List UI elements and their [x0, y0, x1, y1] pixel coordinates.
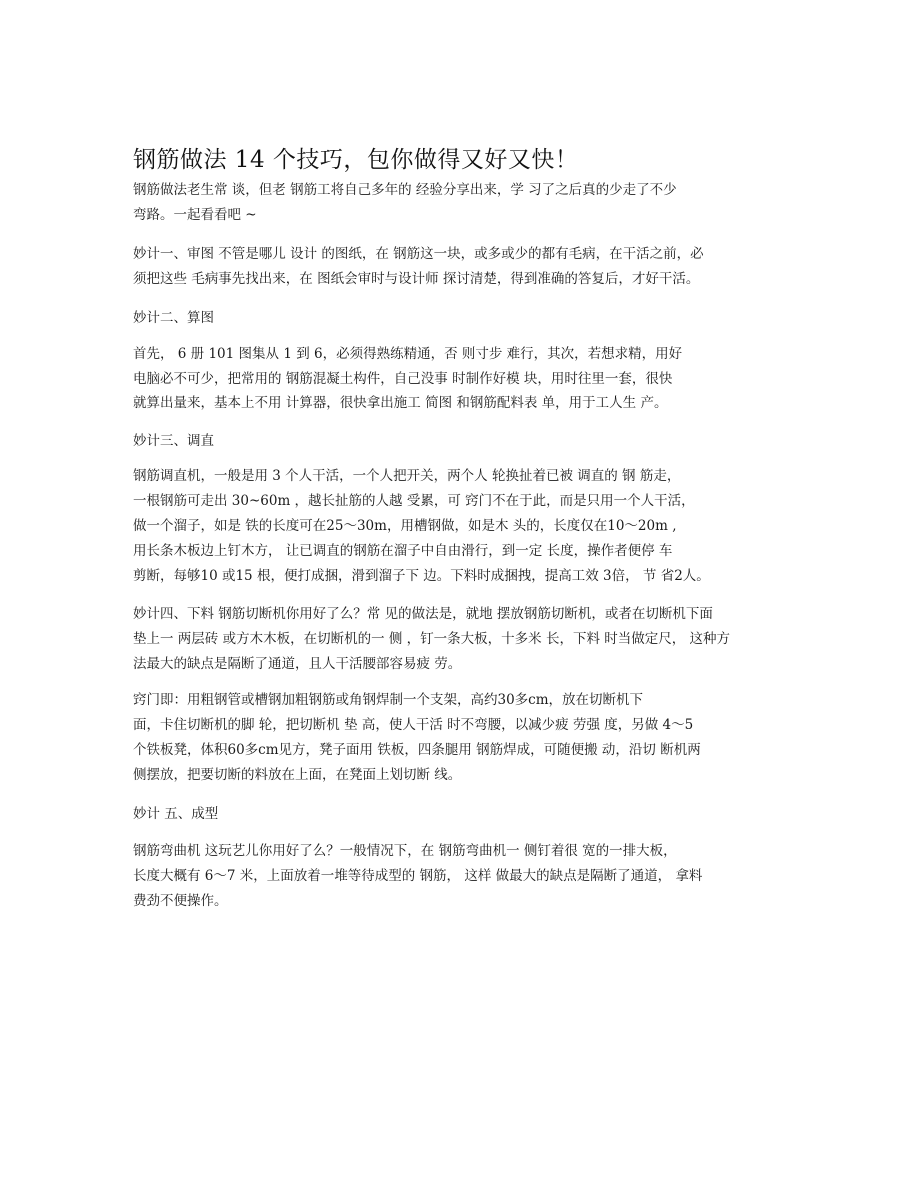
tip5-heading: 妙计 五、成型	[133, 806, 219, 822]
tip2-line-1: 首先， 6 册 101 图集从 1 到 6，必须得熟练精通，否 则寸步 难行，其次，若想求精，用好	[133, 346, 683, 362]
tip3-line-4: 用长条木板边上钉木方， 让已调直的钢筋在溜子中自由滑行，到一定 长度，操作者便停 车	[133, 543, 673, 559]
tip3-line-2: 一根钢筋可走出 30~60m ，越长扯筋的人越 受累，可 窍门不在于此，而是只用一个人干活，	[133, 493, 695, 509]
tip5-line-3: 费劲不便操作。	[133, 893, 228, 909]
tip2-line-3: 就算出量来，基本上不用 计算器，很快拿出施工 简图 和钢筋配料表 单，用于工人生 产。	[133, 395, 668, 411]
intro-line-1: 钢筋做法老生常 谈，但老 钢筋工将自己多年的 经验分享出来，学 习了之后真的少走了不少	[133, 182, 677, 198]
trick-line-4: 侧摆放，把要切断的料放在上面，在凳面上划切断 线。	[133, 767, 462, 783]
tip3-line-3: 做一个溜子，如是 铁的长度可在25～30m，用槽钢做，如是木 头的，长度仅在10～20m ,	[133, 518, 677, 534]
tip2-line-2: 电脑必不可少，把常用的 钢筋混凝土构件，自己没事 时制作好模 块，用时往里一套，很快	[133, 371, 673, 387]
trick-line-2: 面，卡住切断机的脚 轮，把切断机 垫 高，使人干活 时不弯腰，以减少疲 劳强 度，另做 4～5	[133, 717, 694, 733]
intro-line-2: 弯路。一起看看吧 ~	[133, 207, 257, 223]
tip2-heading: 妙计二、算图	[133, 310, 214, 326]
tip4-line-3: 法最大的缺点是隔断了通道，且人干活腰部容易疲 劳。	[133, 656, 462, 672]
document-title: 钢筋做法 14 个技巧，包你做得又好又快！	[133, 147, 579, 173]
tip4-line-1: 妙计四、下料 钢筋切断机你用好了么？常 见的做法是，就地 摆放钢筋切断机，或者在切断机下面	[133, 606, 713, 622]
tip5-line-2: 长度大概有 6～7 米，上面放着一堆等待成型的 钢筋， 这样 做最大的缺点是隔断了通道， 拿料	[133, 868, 703, 884]
trick-line-3: 个铁板凳，体积60多cm见方，凳子面用 铁板，四条腿用 钢筋焊成，可随便搬 动，沿切 断机两	[133, 742, 701, 758]
tip3-heading: 妙计三、调直	[133, 433, 214, 449]
trick-line-1: 窍门即：用粗钢管或槽钢加粗钢筋或角钢焊制一个支架，高约30多cm，放在切断机下	[133, 692, 644, 708]
tip3-line-5: 剪断，每够10 或15 根，便打成捆，滑到溜子下 边。下料时成捆拽，提高工效 3倍， 节 省2人。	[133, 568, 710, 584]
tip3-line-1: 钢筋调直机，一般是用 3 个人干活，一个人把开关，两个人 轮换扯着已被 调直的 钢 筋走，	[133, 468, 681, 484]
tip1-line-1: 妙计一、审图 不管是哪儿 设计 的图纸，在 钢筋这一块，或多或少的都有毛病，在干活之前，必	[133, 246, 704, 262]
tip1-line-2: 须把这些 毛病事先找出来，在 图纸会审时与设计师 探讨清楚，得到准确的答复后，才好干活。	[133, 271, 700, 287]
tip5-line-1: 钢筋弯曲机 这玩艺儿你用好了么？一般情况下，在 钢筋弯曲机一 侧钉着很 宽的一排大板，	[133, 843, 677, 859]
tip4-line-2: 垫上一 两层砖 或方木木板，在切断机的一 侧 ，钉一条大板，十多米 长，下料 时当做定尺， 这种方	[133, 631, 731, 647]
